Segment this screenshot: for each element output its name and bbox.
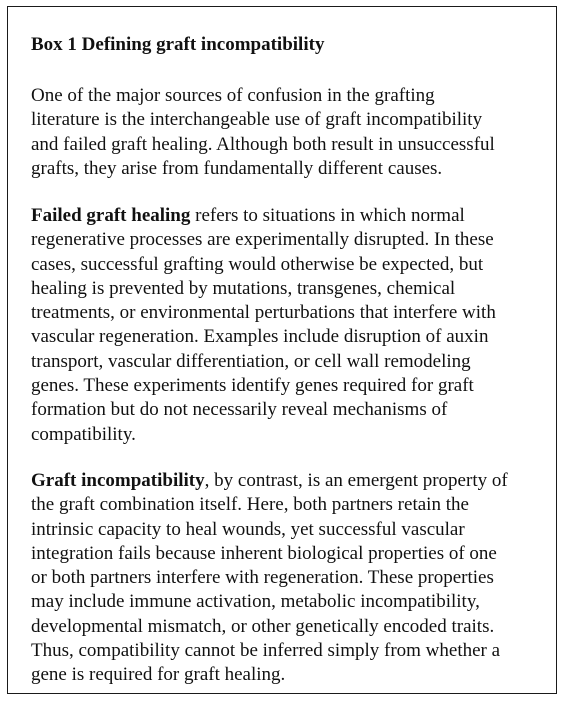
text-line: genes. These experiments identify genes required for graft [31, 375, 474, 397]
paragraph-graft-incompatibility [31, 469, 551, 688]
text-line: literature is the interchangeable use of graft incompatibility [31, 109, 483, 131]
paragraph-failed-graft-healing [31, 204, 551, 447]
term-failed-graft-healing: Failed graft healing [31, 205, 191, 226]
info-box [7, 6, 557, 694]
text-line: developmental mismatch, or other genetically encoded traits. [31, 615, 495, 637]
text-line: regenerative processes are experimentally disrupted. In these [31, 229, 494, 251]
term-graft-incompatibility: Graft incompatibility [31, 470, 205, 491]
text-line: and failed graft healing. Although both result in unsuccessful [31, 133, 495, 155]
text-line: compatibility. [31, 423, 136, 445]
text-line: grafts, they arise from fundamentally different causes. [31, 157, 443, 179]
text-line: vascular regeneration. Examples include disruption of auxin [31, 326, 489, 348]
text-line: gene is required for graft healing. [31, 664, 286, 686]
text-line: the graft combination itself. Here, both partners retain the [31, 494, 469, 516]
text-line: may include immune activation, metabolic incompatibility, [31, 591, 480, 613]
text-line: cases, successful grafting would otherwise be expected, but [31, 253, 484, 275]
box-title: Box 1 Defining graft incompatibility [31, 34, 325, 55]
text-line [31, 469, 551, 493]
paragraph-intro [31, 84, 551, 181]
text-line: formation but do not necessarily reveal mechanisms of [31, 399, 448, 421]
text-segment: , by contrast, is an emergent property of [204, 470, 508, 491]
text-line: transport, vascular differentiation, or cell wall remodeling [31, 350, 471, 372]
text-line [31, 204, 551, 228]
text-line: Thus, compatibility cannot be inferred simply from whether a [31, 640, 501, 662]
text-line: healing is prevented by mutations, transgenes, chemical [31, 277, 456, 299]
text-line: integration fails because inherent biological properties of one [31, 542, 497, 564]
text-segment: refers to situations in which normal [190, 205, 465, 226]
text-line: or both partners interfere with regeneration. These properties [31, 567, 494, 589]
text-line: intrinsic capacity to heal wounds, yet successful vascular [31, 518, 465, 540]
text-line: One of the major sources of confusion in the grafting [31, 85, 435, 106]
text-line: treatments, or environmental perturbations that interfere with [31, 302, 496, 324]
